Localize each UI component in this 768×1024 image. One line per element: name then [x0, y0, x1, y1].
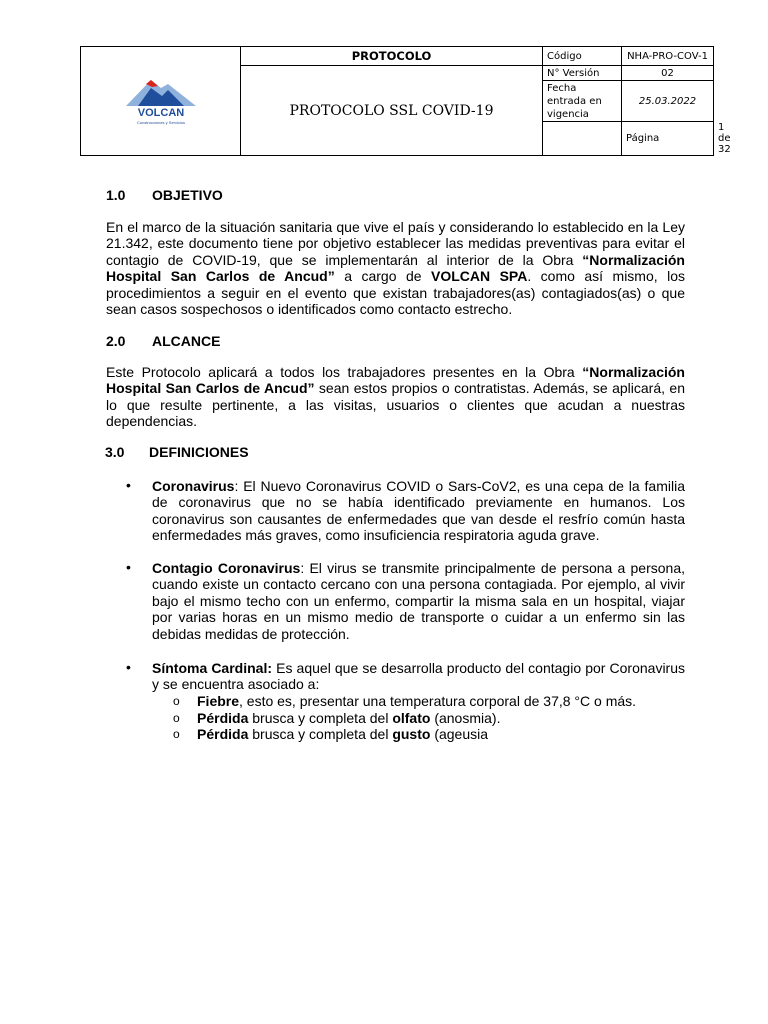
version-value: 02	[622, 66, 714, 81]
version-label: N° Versión	[543, 66, 622, 81]
circle-bullet-icon: o	[173, 711, 180, 725]
circle-bullet-icon: o	[173, 694, 180, 708]
svg-text:VOLCAN: VOLCAN	[137, 106, 184, 119]
definition-item-contagio: • Contagio Coronavirus: El virus se transmite principalmente de persona a persona, cuando existe un contacto cercano con una persona contagiada. Por ejemplo, al vivir bajo el mismo techo con un enfermo, compartir la misma sala en un hospital, viajar por varias horas en un mismo medio de transporte o cuidar a un enfermo sin las debidas medidas de protección.	[126, 559, 685, 642]
protocol-label: PROTOCOLO	[241, 47, 543, 66]
bullet-icon: •	[126, 659, 131, 675]
company-logo	[81, 47, 241, 156]
code-value: NHA-PRO-COV-1	[622, 47, 714, 66]
effective-date-value: 25.03.2022	[622, 81, 714, 122]
blank-cell	[543, 122, 622, 156]
definition-item-sintoma-cardinal: • Síntoma Cardinal: Es aquel que se desarrolla producto del contagio por Coronavirus y se encuentra asociado a:	[126, 659, 686, 693]
section-heading-alcance: 2.0 ALCANCE	[106, 333, 221, 349]
svg-text:Construcciones y Servicios: Construcciones y Servicios	[136, 119, 185, 125]
document-header-table: VOLCAN Construcciones y Servicios PROTOCOLO Código NHA-PRO-COV-1 PROTOCOLO SSL COVID-19 N° Versión 02 Fecha entrada en vigencia 25.03.2022 Página 1 de 32	[80, 46, 714, 156]
paragraph-alcance: Este Protocolo aplicará a todos los trabajadores presentes en la Obra “Normalización Hospital San Carlos de Ancud” sean estos propios o contratistas. Además, se aplicará, en lo que resulte pertinente, a las visitas, usuarios o clientes que acudan a nuestras dependencias.	[106, 364, 685, 430]
bullet-icon: •	[126, 477, 131, 493]
circle-bullet-icon: o	[173, 727, 180, 741]
symptom-item-fiebre: o Fiebre, esto es, presentar una temperatura corporal de 37,8 °C o más.	[173, 693, 637, 709]
document-title: PROTOCOLO SSL COVID-19	[241, 66, 543, 156]
page-label: Página	[622, 122, 714, 156]
section-heading-definiciones: 3.0 DEFINICIONES	[105, 444, 249, 460]
bullet-icon: •	[126, 559, 131, 575]
symptom-item-gusto: o Pérdida brusca y completa del gusto (ageusia	[173, 726, 489, 742]
definition-item-coronavirus: • Coronavirus: El Nuevo Coronavirus COVID o Sars-CoV2, es una cepa de la familia de coronavirus que no se había identificado previamente en humanos. Los coronavirus son causantes de enfermedades que van desde el resfrío común hasta enfermedades más graves, como insuficiencia respiratoria aguda grave.	[126, 477, 685, 544]
section-heading-objetivo: 1.0 OBJETIVO	[106, 187, 223, 203]
paragraph-objetivo: En el marco de la situación sanitaria que vive el país y considerando lo establecido en la Ley 21.342, este documento tiene por objetivo establecer las medidas preventivas para evitar el contagio de COVID-19, que se implementarán al interior de la Obra “Normalización Hospital San Carlos de Ancud” a cargo de VOLCAN SPA. como así mismo, los procedimientos a seguir en el evento que existan trabajadores(as) contagiados(as) o que sean casos sospechosos o identificados como contacto estrecho.	[106, 219, 686, 318]
volcan-logo-icon	[106, 70, 216, 130]
effective-date-label: Fecha entrada en vigencia	[543, 81, 622, 122]
symptom-item-olfato: o Pérdida brusca y completa del olfato (anosmia).	[173, 710, 501, 726]
code-label: Código	[543, 47, 622, 66]
